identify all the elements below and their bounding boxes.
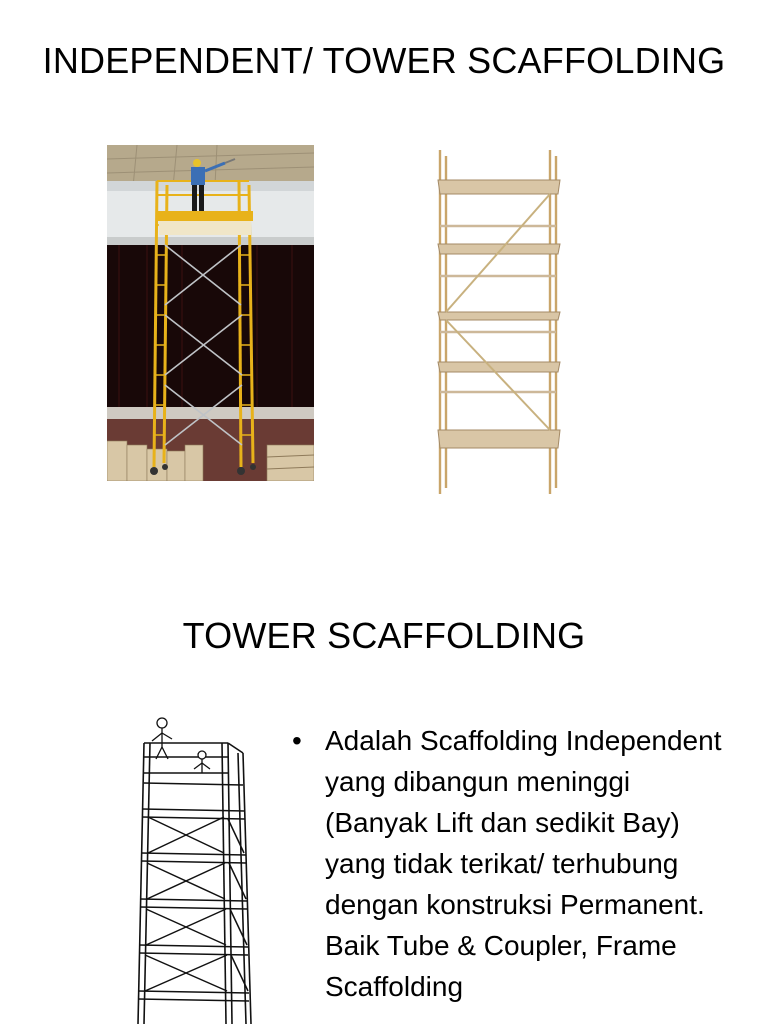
tower-scaffold-photo [107,145,314,481]
scaffold-tower-drawing [130,713,255,1024]
bullet-icon: • [292,725,302,756]
scaffold-tower-frame [432,148,566,496]
bullet-text: Adalah Scaffolding Independent yang dibangun meninggi (Banyak Lift dan sedikit Bay) yang tidak terikat/ terhubung dengan konstruksi Permanent. Baik Tube & Coupler, Frame Scaffolding [325,725,722,1002]
bullet-list [292,720,732,1007]
slide-1-title: INDEPENDENT/ TOWER SCAFFOLDING [42,40,726,81]
slide-2-title: TOWER SCAFFOLDING [182,615,586,656]
bullet-item [292,720,732,1007]
